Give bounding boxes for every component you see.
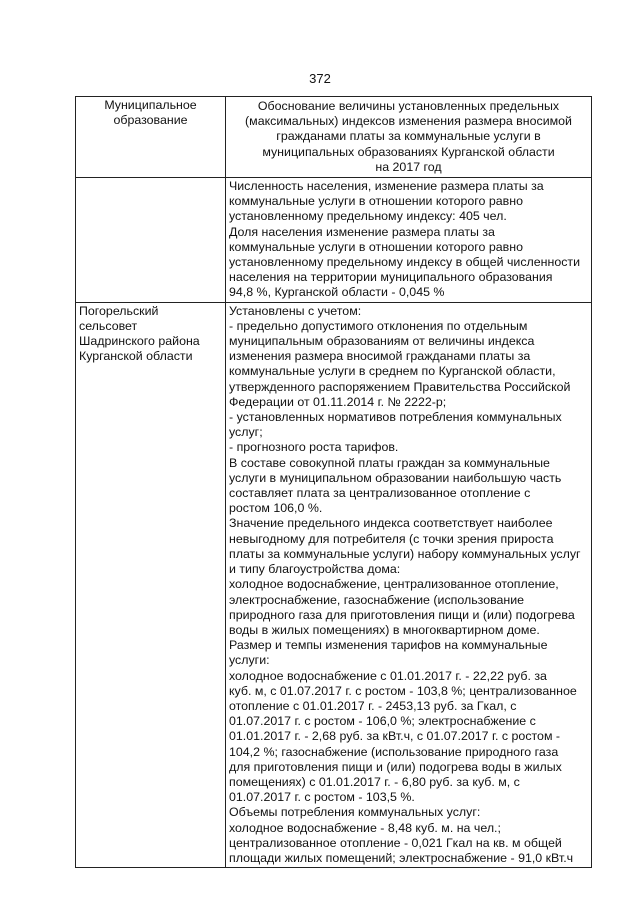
text-line: изменения размера вносимой гражданами платы за: [229, 349, 531, 364]
text-line: гражданами платы за коммунальные услуги в: [276, 129, 541, 144]
text-line: холодное водоснабжение с 01.01.2017 г. - 22,22 руб. за: [229, 668, 547, 683]
text-line: Курганской области: [79, 349, 193, 364]
text-line: 104,2 %; газоснабжение (использование природного газа: [229, 744, 559, 759]
text-line: холодное водоснабжение, централизованное отопление,: [229, 577, 559, 592]
text-line: (максимальных) индексов изменения размера вносимой: [245, 114, 572, 129]
municipality-cell: [76, 302, 226, 868]
text-line: Шадринского района: [79, 334, 200, 349]
text-line: 01.01.2017 г. - 2,68 руб. за кВт.ч, с 01.07.2017 г. с ростом -: [229, 729, 561, 744]
text-line: для приготовления пищи и (или) подогрева воды в жилых: [229, 759, 562, 774]
text-line: 94,8 %, Курганской области - 0,045 %: [229, 285, 445, 300]
text-line: населения на территории муниципального образования: [229, 270, 553, 285]
text-line: установленному предельному индексу в общей численности: [229, 255, 581, 270]
table-header-row: [76, 97, 592, 178]
text-line: Федерации от 01.11.2014 г. № 2222-р;: [229, 394, 447, 409]
text-line: коммунальные услуги в отношении которого равно: [229, 239, 523, 254]
text-line: услуги в муниципальном образовании наибольшую часть: [229, 470, 562, 485]
table-row: [76, 302, 592, 868]
header-municipality-cell: [76, 97, 226, 178]
text-line: платы за коммунальные услуги) набору коммунальных услуг: [229, 546, 581, 561]
text-line: услуги:: [229, 653, 270, 668]
municipality-cell: [76, 178, 226, 303]
text-line: Значение предельного индекса соответствует наиболее: [229, 516, 553, 531]
text-line: Установлены с учетом:: [229, 303, 362, 318]
header-justification-cell: [226, 97, 592, 178]
justification-table: [75, 96, 592, 868]
text-line: невыгодному для потребителя (с точки зрения прироста: [229, 531, 554, 546]
text-line: Доля населения изменение размера платы за: [229, 224, 495, 239]
text-line: сельсовет: [79, 318, 138, 333]
text-line: утвержденного распоряжением Правительства Российской: [229, 379, 571, 394]
text-line: В составе совокупной платы граждан за коммунальные: [229, 455, 550, 470]
text-line: на 2017 год: [375, 159, 442, 174]
text-line: электроснабжение, газоснабжение (использование: [229, 592, 525, 607]
text-line: Размер и темпы изменения тарифов на коммунальные: [229, 638, 548, 653]
text-line: и типу благоустройства дома:: [229, 562, 401, 577]
text-line: Погорельский: [79, 303, 159, 318]
justification-cell: [226, 178, 592, 303]
text-line: Численность населения, изменение размера платы за: [229, 179, 544, 194]
text-line: 01.07.2017 г. с ростом - 106,0 %; электроснабжение с: [229, 714, 536, 729]
text-line: помещениях) с 01.01.2017 г. - 6,80 руб. за куб. м, с: [229, 774, 520, 789]
text-line: муниципальным образованиям от величины индекса: [229, 334, 535, 349]
page-number: 372: [309, 71, 331, 86]
text-line: отопление с 01.01.2017 г. - 2453,13 руб. за Гкал, с: [229, 698, 517, 713]
text-line: составляет плата за централизованное отопление с: [229, 486, 531, 501]
text-line: Обоснование величины установленных предельных: [257, 99, 560, 113]
text-line: природного газа для приготовления пищи и (или) подогрева: [229, 607, 575, 622]
text-line: - прогнозного роста тарифов.: [229, 440, 399, 455]
text-line: муниципальных образованиях Курганской области: [262, 144, 555, 159]
text-line: коммунальные услуги в отношении которого равно: [229, 194, 523, 209]
text-line: - предельно допустимого отклонения по отдельным: [229, 318, 528, 333]
text-line: коммунальные услуги в среднем по Курганской области,: [229, 364, 556, 379]
text-line: 01.07.2017 г. с ростом - 103,5 %.: [229, 790, 415, 805]
text-line: ростом 106,0 %.: [229, 501, 323, 516]
table-row: [76, 178, 592, 303]
text-line: куб. м, с 01.07.2017 г. с ростом - 103,8 %; централизованное: [229, 683, 577, 698]
text-line: - установленных нормативов потребления коммунальных: [229, 410, 562, 425]
text-line: площади жилых помещений; электроснабжение - 91,0 кВт.ч: [229, 850, 574, 865]
text-line: установленному предельному индексу: 405 чел.: [229, 209, 507, 224]
justification-cell: [226, 302, 592, 868]
text-line: услуг;: [229, 425, 263, 440]
text-line: Муниципальное: [104, 98, 197, 112]
text-line: централизованное отопление - 0,021 Гкал на кв. м общей: [229, 835, 562, 850]
text-line: воды в жилых помещениях) в многоквартирном доме.: [229, 622, 540, 637]
text-line: Объемы потребления коммунальных услуг:: [229, 805, 481, 820]
text-line: образование: [113, 113, 188, 128]
text-line: холодное водоснабжение - 8,48 куб. м. на чел.;: [229, 820, 501, 835]
